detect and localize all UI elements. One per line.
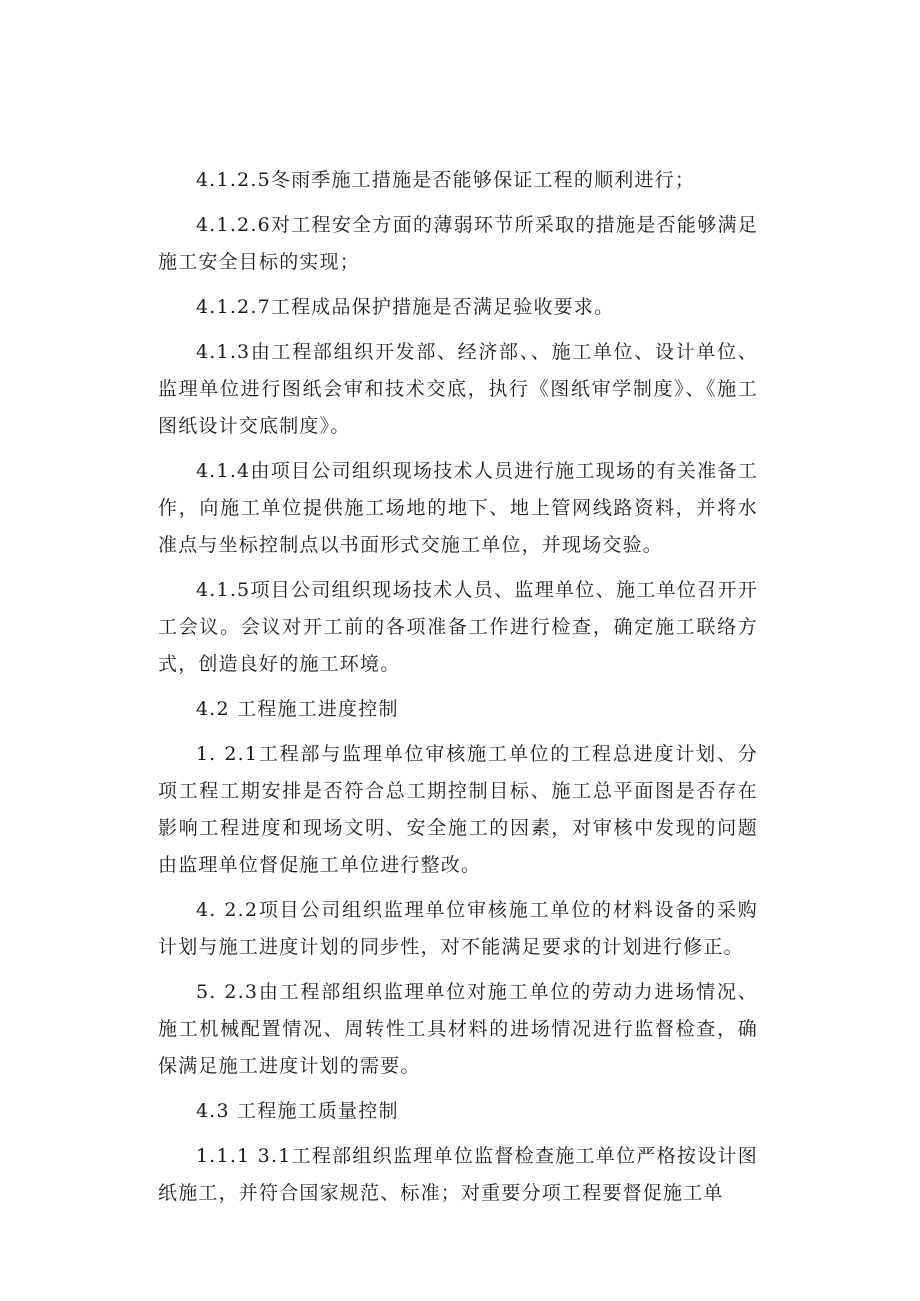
- section-heading-4-3: 4.3 工程施工质量控制: [196, 1100, 399, 1122]
- paragraph-4-1-2-5: 4.1.2.5冬雨季施工措施是否能够保证工程的顺利进行；: [196, 169, 696, 191]
- paragraph-2-3: 5. 2.3由工程部组织监理单位对施工单位的劳动力进场情况、施工机械配置情况、周转性工具材料的进场情况进行监督检查，确保满足施工进度计划的需要。: [158, 981, 758, 1077]
- paragraph-4-1-3: 4.1.3由工程部组织开发部、经济部、、施工单位、设计单位、监理单位进行图纸会审和技术交底，执行《图纸审学制度》、《施工图纸设计交底制度》。: [158, 341, 758, 437]
- document-body: [158, 162, 758, 1220]
- paragraph-4-1-2-6: 4.1.2.6对工程安全方面的薄弱环节所采取的措施是否能够满足施工安全目标的实现；: [158, 214, 758, 273]
- paragraph-4-1-2-7: 4.1.2.7工程成品保护措施是否满足验收要求。: [196, 296, 615, 318]
- paragraph-3-1: 1.1.1 3.1工程部组织监理单位监督检查施工单位严格按设计图纸施工，并符合国家规范、标准；对重要分项工程要督促施工单: [158, 1145, 758, 1204]
- paragraph-2-1: 1. 2.1工程部与监理单位审核施工单位的工程总进度计划、分项工程工期安排是否符合总工期控制目标、施工总平面图是否存在影响工程进度和现场文明、安全施工的因素，对审核中发现的问题由监理单位督促施工单位进行整改。: [158, 743, 758, 876]
- paragraph-4-1-5: 4.1.5项目公司组织现场技术人员、监理单位、施工单位召开开工会议。会议对开工前的各项准备工作进行检查，确定施工联络方式，创造良好的施工环境。: [158, 579, 758, 675]
- paragraph-4-1-4: 4.1.4由项目公司组织现场技术人员进行施工现场的有关准备工作，向施工单位提供施工场地的地下、地上管网线路资料，并将水准点与坐标控制点以书面形式交施工单位，并现场交验。: [158, 460, 758, 556]
- paragraph-2-2: 4. 2.2项目公司组织监理单位审核施工单位的材料设备的采购计划与施工进度计划的同步性，对不能满足要求的计划进行修正。: [158, 899, 758, 958]
- section-heading-4-2: 4.2 工程施工进度控制: [196, 698, 399, 720]
